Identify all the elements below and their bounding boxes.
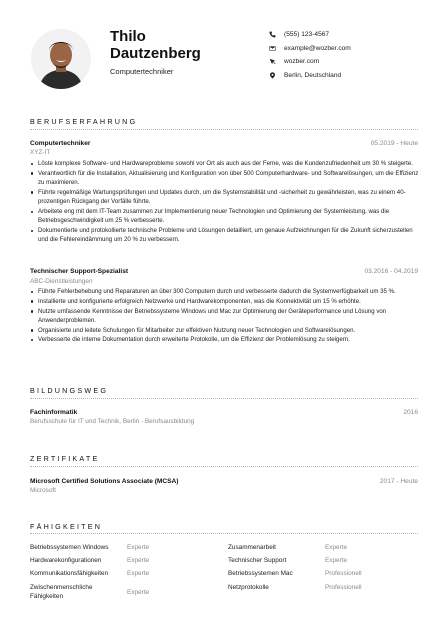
name-last: Dautzenberg	[110, 45, 201, 62]
list-item: Führte regelmäßige Wartungsprüfungen und Updates durch, um die Systemstabilität und -sicherheit zu gewährleisten, was zu einem 40-prozentigen Rückgang der Vorfälle führte.	[30, 188, 420, 207]
experience-entry-header	[30, 140, 418, 147]
certificate-issuer: Microsoft	[30, 487, 56, 494]
contact-phone-text: (555) 123-4567	[284, 31, 330, 39]
skill-level: Professionell	[325, 584, 362, 591]
skill-level: Experte	[127, 570, 150, 577]
list-item: Verantwortlich für die Installation, Aktualisierung und Konfiguration von über 500 Computerhardware- und Softwarelösungen, um die Effizienz zu maximieren.	[30, 169, 420, 188]
contact-website[interactable]	[268, 55, 428, 69]
section-divider	[30, 466, 418, 467]
experience-role: Technischer Support-Spezialist	[30, 268, 129, 275]
experience-company: ABC-Dienstleistungen	[30, 278, 93, 285]
experience-bullets	[30, 287, 420, 345]
experience-company: XYZ-IT	[30, 149, 51, 156]
skill-level: Experte	[127, 544, 150, 551]
list-item: Dokumentierte und protokollierte technische Probleme und Lösungen detailliert, um genaue Aufzeichnungen für die Zukunft sicherzustellen und die Fehlereindämmung um 20 % zu verbessern.	[30, 226, 420, 245]
contact-email-text[interactable]: example@wozber.com	[284, 44, 351, 52]
email-icon	[268, 44, 277, 53]
education-degree: Fachinformatik	[30, 409, 78, 416]
skill-name: Technischer Support	[228, 557, 287, 564]
contact-list	[268, 28, 428, 82]
experience-entry-header	[30, 268, 418, 275]
link-icon	[268, 57, 277, 66]
phone-icon	[268, 30, 277, 39]
education-date: 2016	[403, 409, 418, 416]
experience-role: Computertechniker	[30, 140, 91, 147]
section-title-experience: BERUFSERFAHRUNG	[30, 117, 138, 126]
list-item: Führte Fehlerbehebung und Reparaturen an über 300 Computern durch und verbesserte dadurch die Systemverfügbarkeit um 35 %.	[30, 287, 420, 296]
section-divider	[30, 533, 418, 534]
experience-date: 05.2019 - Heute	[370, 140, 418, 147]
job-title: Computertechniker	[110, 67, 174, 76]
skill-name: Zwischenmenschliche Fähigkeiten	[30, 584, 93, 600]
skill-name: Netzprotokolle	[228, 584, 269, 591]
list-item: Nutzte umfassende Kenntnisse der Betriebssysteme Windows und Mac zur Optimierung der Geräteperformance und Lösung von Anwenderproblemen.	[30, 307, 420, 326]
section-divider	[30, 129, 418, 130]
skill-level: Experte	[325, 557, 348, 564]
skill-name: Betriebssystemen Mac	[228, 570, 293, 577]
section-divider	[30, 398, 418, 399]
contact-phone	[268, 28, 428, 42]
contact-website-text[interactable]: wozber.com	[284, 58, 320, 66]
list-item: Installierte und konfigurierte erfolgreich Netzwerke und Hardwarekomponenten, was die Konnektivität um 15 % erhöhte.	[30, 297, 420, 306]
list-item: Organisierte und leitete Schulungen für Mitarbeiter zur effektiven Nutzung neuer Technologien und Softwarelösungen.	[30, 326, 420, 335]
certificate-date: 2017 - Heute	[379, 478, 418, 485]
name-first: Thilo	[110, 28, 146, 45]
skill-level: Professionell	[325, 570, 362, 577]
skill-name: Kommunikationsfähigkeiten	[30, 570, 109, 577]
certificate-name: Microsoft Certified Solutions Associate (MCSA)	[30, 478, 179, 485]
contact-email[interactable]	[268, 42, 428, 56]
skill-name: Zusammenarbeit	[228, 544, 276, 551]
skill-level: Experte	[127, 589, 150, 596]
experience-date: 03.2016 - 04.2019	[364, 268, 418, 275]
list-item: Arbeitete eng mit dem IT-Team zusammen zur Implementierung neuer Technologien und Optimierung der Systemleistung, was die Betriebsgeschwindigkeit um 25 % verbesserte.	[30, 207, 420, 226]
avatar	[31, 29, 91, 89]
contact-location	[268, 69, 428, 83]
skill-level: Experte	[325, 544, 348, 551]
section-title-education: BILDUNGSWEG	[30, 386, 109, 395]
skill-level: Experte	[127, 557, 150, 564]
education-entry-header	[30, 409, 418, 416]
list-item: Verbesserte die interne Dokumentation durch erweiterte Protokolle, um die Effizienz der Problemlösung zu steigern.	[30, 335, 420, 344]
contact-location-text: Berlin, Deutschland	[284, 71, 342, 79]
education-school: Berufsschule für IT und Technik, Berlin - Berufsausbildung	[30, 418, 195, 425]
section-title-certificates: ZERTIFIKATE	[30, 454, 100, 463]
skill-name: Hardwarekonfigurationen	[30, 557, 102, 564]
location-pin-icon	[268, 71, 277, 80]
candidate-name	[110, 28, 250, 62]
certificate-entry-header	[30, 478, 418, 485]
profile-photo	[31, 29, 91, 89]
section-title-skills: FÄHIGKEITEN	[30, 522, 103, 531]
skill-name: Betriebssystemen Windows	[30, 544, 109, 551]
list-item: Löste komplexe Software- und Hardwareprobleme sowohl vor Ort als auch aus der Ferne, was die Kundenzufriedenheit um 30 % steigerte.	[30, 159, 420, 168]
experience-bullets	[30, 159, 420, 245]
